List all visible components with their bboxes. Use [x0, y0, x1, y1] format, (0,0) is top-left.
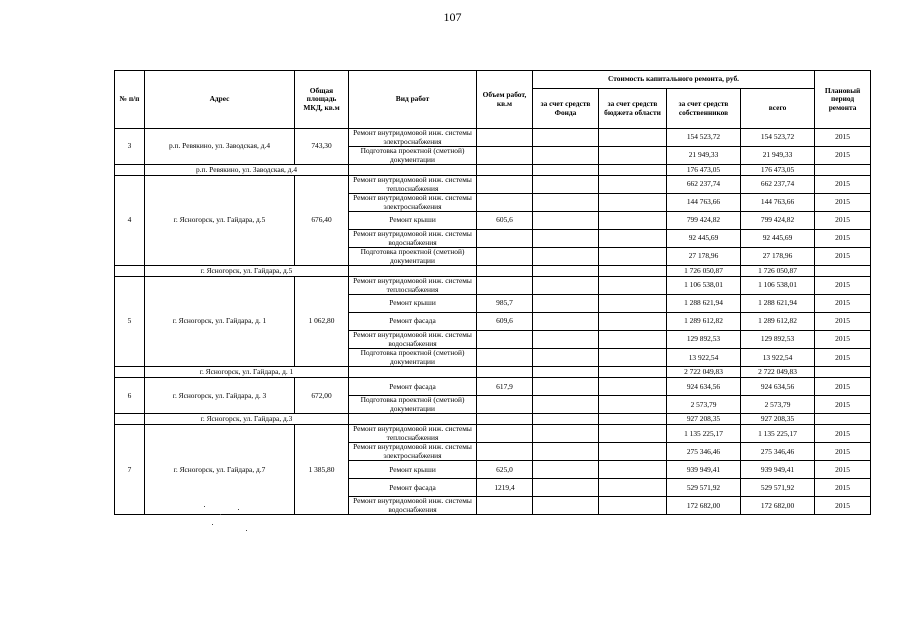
- fund-cell: [533, 129, 599, 147]
- subtotal-blank: [349, 367, 477, 378]
- work-type-cell: Ремонт крыши: [349, 295, 477, 313]
- fund-cell: [533, 461, 599, 479]
- work-type-cell: Подготовка проектной (сметной) документации: [349, 248, 477, 266]
- work-type-cell: Ремонт внутридомовой инж. системы электроснабжения: [349, 443, 477, 461]
- header-cost-group: Стоимость капитального ремонта, руб.: [533, 71, 815, 89]
- period-cell: 2015: [815, 313, 871, 331]
- volume-cell: 605,6: [477, 212, 533, 230]
- fund-cell: [533, 331, 599, 349]
- budget-cell: [599, 443, 667, 461]
- subtotal-blank: [477, 367, 533, 378]
- subtotal-blank: [349, 266, 477, 277]
- row-number: 4: [115, 176, 145, 266]
- total-cell: 1 289 612,82: [741, 313, 815, 331]
- total-cell: 92 445,69: [741, 230, 815, 248]
- subtotal-blank: [599, 367, 667, 378]
- work-type-cell: Ремонт внутридомовой инж. системы водоснабжения: [349, 331, 477, 349]
- subtotal-owners: 2 722 049,83: [667, 367, 741, 378]
- budget-cell: [599, 425, 667, 443]
- subtotal-owners: 927 208,35: [667, 414, 741, 425]
- work-type-cell: Подготовка проектной (сметной) документации: [349, 147, 477, 165]
- total-cell: 662 237,74: [741, 176, 815, 194]
- volume-cell: [477, 396, 533, 414]
- subtotal-total: 176 473,05: [741, 165, 815, 176]
- row-number: 5: [115, 277, 145, 367]
- area-cell: 1 062,80: [295, 277, 349, 367]
- subtotal-blank: [477, 414, 533, 425]
- work-type-cell: Подготовка проектной (сметной) документации: [349, 349, 477, 367]
- owners-cell: 1 135 225,17: [667, 425, 741, 443]
- owners-cell: 275 346,46: [667, 443, 741, 461]
- volume-cell: [477, 443, 533, 461]
- work-type-cell: Ремонт внутридомовой инж. системы водоснабжения: [349, 230, 477, 248]
- volume-cell: 617,9: [477, 378, 533, 396]
- subtotal-blank: [815, 367, 871, 378]
- subtotal-blank: [815, 266, 871, 277]
- fund-cell: [533, 212, 599, 230]
- period-cell: 2015: [815, 331, 871, 349]
- volume-cell: [477, 129, 533, 147]
- budget-cell: [599, 313, 667, 331]
- fund-cell: [533, 313, 599, 331]
- area-cell: 743,30: [295, 129, 349, 165]
- subtotal-blank: [115, 367, 145, 378]
- total-cell: 1 288 621,94: [741, 295, 815, 313]
- address-cell: г. Ясногорск, ул. Гайдара, д.5: [145, 176, 295, 266]
- work-type-cell: Ремонт фасада: [349, 479, 477, 497]
- subtotal-owners: 176 473,05: [667, 165, 741, 176]
- total-cell: 1 135 225,17: [741, 425, 815, 443]
- total-cell: 924 634,56: [741, 378, 815, 396]
- volume-cell: 609,6: [477, 313, 533, 331]
- subtotal-blank: [477, 165, 533, 176]
- table-header: [115, 71, 871, 129]
- subtotal-row: [115, 266, 871, 277]
- header-region-budget: за счет средств бюджета области: [599, 89, 667, 129]
- volume-cell: [477, 248, 533, 266]
- work-type-cell: Ремонт фасада: [349, 313, 477, 331]
- address-cell: р.п. Ревякино, ул. Заводская, д.4: [145, 129, 295, 165]
- table-row: [115, 378, 871, 396]
- period-cell: 2015: [815, 248, 871, 266]
- fund-cell: [533, 248, 599, 266]
- header-volume: Объем работ, кв.м: [477, 71, 533, 129]
- header-area: Общая площадь МКД, кв.м: [295, 71, 349, 129]
- subtotal-blank: [115, 165, 145, 176]
- total-cell: 129 892,53: [741, 331, 815, 349]
- total-cell: 27 178,96: [741, 248, 815, 266]
- page-number: 107: [443, 10, 462, 24]
- owners-cell: 1 288 621,94: [667, 295, 741, 313]
- owners-cell: 1 289 612,82: [667, 313, 741, 331]
- subtotal-label: г. Ясногорск, ул. Гайдара, д.5: [145, 266, 349, 277]
- subtotal-blank: [115, 266, 145, 277]
- volume-cell: [477, 147, 533, 165]
- volume-cell: [477, 194, 533, 212]
- header-address: Адрес: [145, 71, 295, 129]
- budget-cell: [599, 396, 667, 414]
- fund-cell: [533, 230, 599, 248]
- fund-cell: [533, 378, 599, 396]
- work-type-cell: Ремонт крыши: [349, 461, 477, 479]
- period-cell: 2015: [815, 396, 871, 414]
- subtotal-blank: [533, 165, 599, 176]
- period-cell: 2015: [815, 176, 871, 194]
- period-cell: 2015: [815, 479, 871, 497]
- period-cell: 2015: [815, 425, 871, 443]
- subtotal-owners: 1 726 050,87: [667, 266, 741, 277]
- owners-cell: 799 424,82: [667, 212, 741, 230]
- subtotal-blank: [815, 414, 871, 425]
- budget-cell: [599, 461, 667, 479]
- subtotal-row: [115, 414, 871, 425]
- volume-cell: [477, 277, 533, 295]
- volume-cell: 985,7: [477, 295, 533, 313]
- total-cell: 529 571,92: [741, 479, 815, 497]
- owners-cell: 21 949,33: [667, 147, 741, 165]
- owners-cell: 92 445,69: [667, 230, 741, 248]
- subtotal-row: [115, 367, 871, 378]
- fund-cell: [533, 349, 599, 367]
- table-row: [115, 277, 871, 295]
- fund-cell: [533, 479, 599, 497]
- header-num: № п/п: [115, 71, 145, 129]
- work-type-cell: Ремонт внутридомовой инж. системы теплоснабжения: [349, 176, 477, 194]
- owners-cell: 1 106 538,01: [667, 277, 741, 295]
- fund-cell: [533, 147, 599, 165]
- total-cell: 154 523,72: [741, 129, 815, 147]
- owners-cell: 172 682,00: [667, 497, 741, 515]
- work-type-cell: Ремонт внутридомовой инж. системы теплоснабжения: [349, 425, 477, 443]
- table-row: [115, 176, 871, 194]
- owners-cell: 529 571,92: [667, 479, 741, 497]
- capital-repair-table: [114, 70, 871, 515]
- budget-cell: [599, 194, 667, 212]
- address-cell: г. Ясногорск, ул. Гайдара, д. 1: [145, 277, 295, 367]
- budget-cell: [599, 479, 667, 497]
- budget-cell: [599, 295, 667, 313]
- owners-cell: 924 634,56: [667, 378, 741, 396]
- owners-cell: 662 237,74: [667, 176, 741, 194]
- period-cell: 2015: [815, 194, 871, 212]
- fund-cell: [533, 396, 599, 414]
- period-cell: 2015: [815, 147, 871, 165]
- subtotal-label: г. Ясногорск, ул. Гайдара, д.3: [145, 414, 349, 425]
- work-type-cell: Ремонт внутридомовой инж. системы теплоснабжения: [349, 277, 477, 295]
- budget-cell: [599, 230, 667, 248]
- subtotal-total: 2 722 049,83: [741, 367, 815, 378]
- subtotal-blank: [533, 367, 599, 378]
- fund-cell: [533, 277, 599, 295]
- owners-cell: 129 892,53: [667, 331, 741, 349]
- subtotal-blank: [533, 414, 599, 425]
- owners-cell: 144 763,66: [667, 194, 741, 212]
- volume-cell: [477, 425, 533, 443]
- work-type-cell: Ремонт внутридомовой инж. системы электроснабжения: [349, 194, 477, 212]
- subtotal-blank: [533, 266, 599, 277]
- budget-cell: [599, 212, 667, 230]
- work-type-cell: Ремонт фасада: [349, 378, 477, 396]
- period-cell: 2015: [815, 129, 871, 147]
- owners-cell: 27 178,96: [667, 248, 741, 266]
- total-cell: 939 949,41: [741, 461, 815, 479]
- area-cell: 1 385,80: [295, 425, 349, 515]
- subtotal-blank: [477, 266, 533, 277]
- work-type-cell: Ремонт внутридомовой инж. системы водоснабжения: [349, 497, 477, 515]
- scan-specks: [200, 500, 260, 540]
- work-type-cell: Ремонт крыши: [349, 212, 477, 230]
- budget-cell: [599, 497, 667, 515]
- volume-cell: [477, 176, 533, 194]
- subtotal-blank: [815, 165, 871, 176]
- volume-cell: [477, 230, 533, 248]
- subtotal-total: 927 208,35: [741, 414, 815, 425]
- row-number: 6: [115, 378, 145, 414]
- period-cell: 2015: [815, 378, 871, 396]
- owners-cell: 154 523,72: [667, 129, 741, 147]
- area-cell: 676,40: [295, 176, 349, 266]
- header-total: всего: [741, 89, 815, 129]
- period-cell: 2015: [815, 295, 871, 313]
- budget-cell: [599, 129, 667, 147]
- budget-cell: [599, 176, 667, 194]
- budget-cell: [599, 277, 667, 295]
- volume-cell: [477, 331, 533, 349]
- volume-cell: 625,0: [477, 461, 533, 479]
- subtotal-blank: [115, 414, 145, 425]
- fund-cell: [533, 443, 599, 461]
- period-cell: 2015: [815, 497, 871, 515]
- header-planned-period: Плановый период ремонта: [815, 71, 871, 129]
- owners-cell: 939 949,41: [667, 461, 741, 479]
- area-cell: 672,00: [295, 378, 349, 414]
- period-cell: 2015: [815, 230, 871, 248]
- header-work-type: Вид работ: [349, 71, 477, 129]
- work-type-cell: Подготовка проектной (сметной) документации: [349, 396, 477, 414]
- table-row: [115, 129, 871, 147]
- subtotal-label: р.п. Ревякино, ул. Заводская, д.4: [145, 165, 349, 176]
- volume-cell: [477, 349, 533, 367]
- owners-cell: 13 922,54: [667, 349, 741, 367]
- table-row: [115, 425, 871, 443]
- budget-cell: [599, 349, 667, 367]
- address-cell: г. Ясногорск, ул. Гайдара, д.7: [145, 425, 295, 515]
- volume-cell: [477, 497, 533, 515]
- table-body: [115, 129, 871, 515]
- row-number: 7: [115, 425, 145, 515]
- total-cell: 799 424,82: [741, 212, 815, 230]
- period-cell: 2015: [815, 443, 871, 461]
- total-cell: 21 949,33: [741, 147, 815, 165]
- subtotal-blank: [599, 165, 667, 176]
- budget-cell: [599, 248, 667, 266]
- subtotal-total: 1 726 050,87: [741, 266, 815, 277]
- volume-cell: 1219,4: [477, 479, 533, 497]
- period-cell: 2015: [815, 212, 871, 230]
- subtotal-row: [115, 165, 871, 176]
- owners-cell: 2 573,79: [667, 396, 741, 414]
- fund-cell: [533, 497, 599, 515]
- work-type-cell: Ремонт внутридомовой инж. системы электроснабжения: [349, 129, 477, 147]
- total-cell: 144 763,66: [741, 194, 815, 212]
- period-cell: 2015: [815, 461, 871, 479]
- row-number: 3: [115, 129, 145, 165]
- header-fund: за счет средств Фонда: [533, 89, 599, 129]
- subtotal-label: г. Ясногорск, ул. Гайдара, д. 1: [145, 367, 349, 378]
- total-cell: 172 682,00: [741, 497, 815, 515]
- total-cell: 1 106 538,01: [741, 277, 815, 295]
- total-cell: 2 573,79: [741, 396, 815, 414]
- total-cell: 13 922,54: [741, 349, 815, 367]
- fund-cell: [533, 194, 599, 212]
- budget-cell: [599, 378, 667, 396]
- period-cell: 2015: [815, 349, 871, 367]
- subtotal-blank: [599, 266, 667, 277]
- period-cell: 2015: [815, 277, 871, 295]
- subtotal-blank: [599, 414, 667, 425]
- subtotal-blank: [349, 165, 477, 176]
- fund-cell: [533, 295, 599, 313]
- fund-cell: [533, 425, 599, 443]
- budget-cell: [599, 147, 667, 165]
- subtotal-blank: [349, 414, 477, 425]
- address-cell: г. Ясногорск, ул. Гайдара, д. 3: [145, 378, 295, 414]
- total-cell: 275 346,46: [741, 443, 815, 461]
- fund-cell: [533, 176, 599, 194]
- header-owners: за счет средств собственников: [667, 89, 741, 129]
- budget-cell: [599, 331, 667, 349]
